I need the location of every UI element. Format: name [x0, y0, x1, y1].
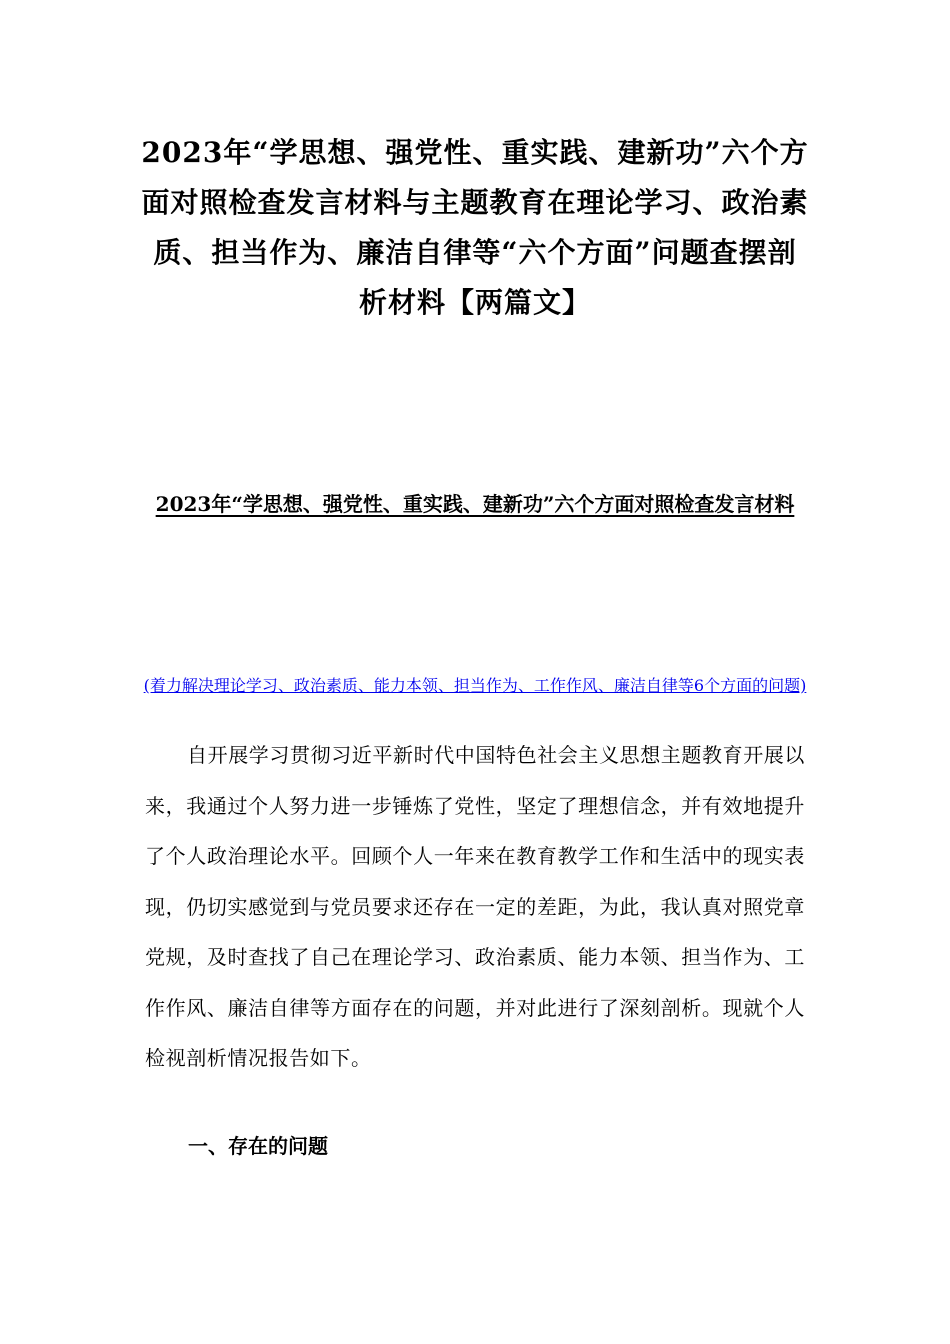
intro-paragraph: 自开展学习贯彻习近平新时代中国特色社会主义思想主题教育开展以来，我通过个人努力进一步锤炼了党性，坚定了理想信念，并有效地提升了个人政治理论水平。回顾个人一年来在教育教学工作和生活中的现实表现，仍切实感觉到与党员要求还存在一定的差距，为此，我认真对照党章党规，及时查找了自己在理论学习、政治素质、能力本领、担当作为、工作作风、廉洁自律等方面存在的问题，并对此进行了深刻剖析。现就个人检视剖析情况报告如下。	[145, 743, 805, 1070]
section-heading: 一、存在的问题	[188, 1134, 328, 1158]
scope-note: (着力解决理论学习、政治素质、能力本领、担当作为、工作作风、廉洁自律等6个方面的问题)	[143, 676, 807, 695]
document-main-title: 2023年“学思想、强党性、重实践、建新功”六个方面对照检查发言材料与主题教育在理论学习、政治素质、担当作为、廉洁自律等“六个方面”问题查摆剖析材料【两篇文】	[141, 136, 809, 319]
article-title: 2023年“学思想、强党性、重实践、建新功”六个方面对照检查发言材料	[155, 492, 795, 516]
